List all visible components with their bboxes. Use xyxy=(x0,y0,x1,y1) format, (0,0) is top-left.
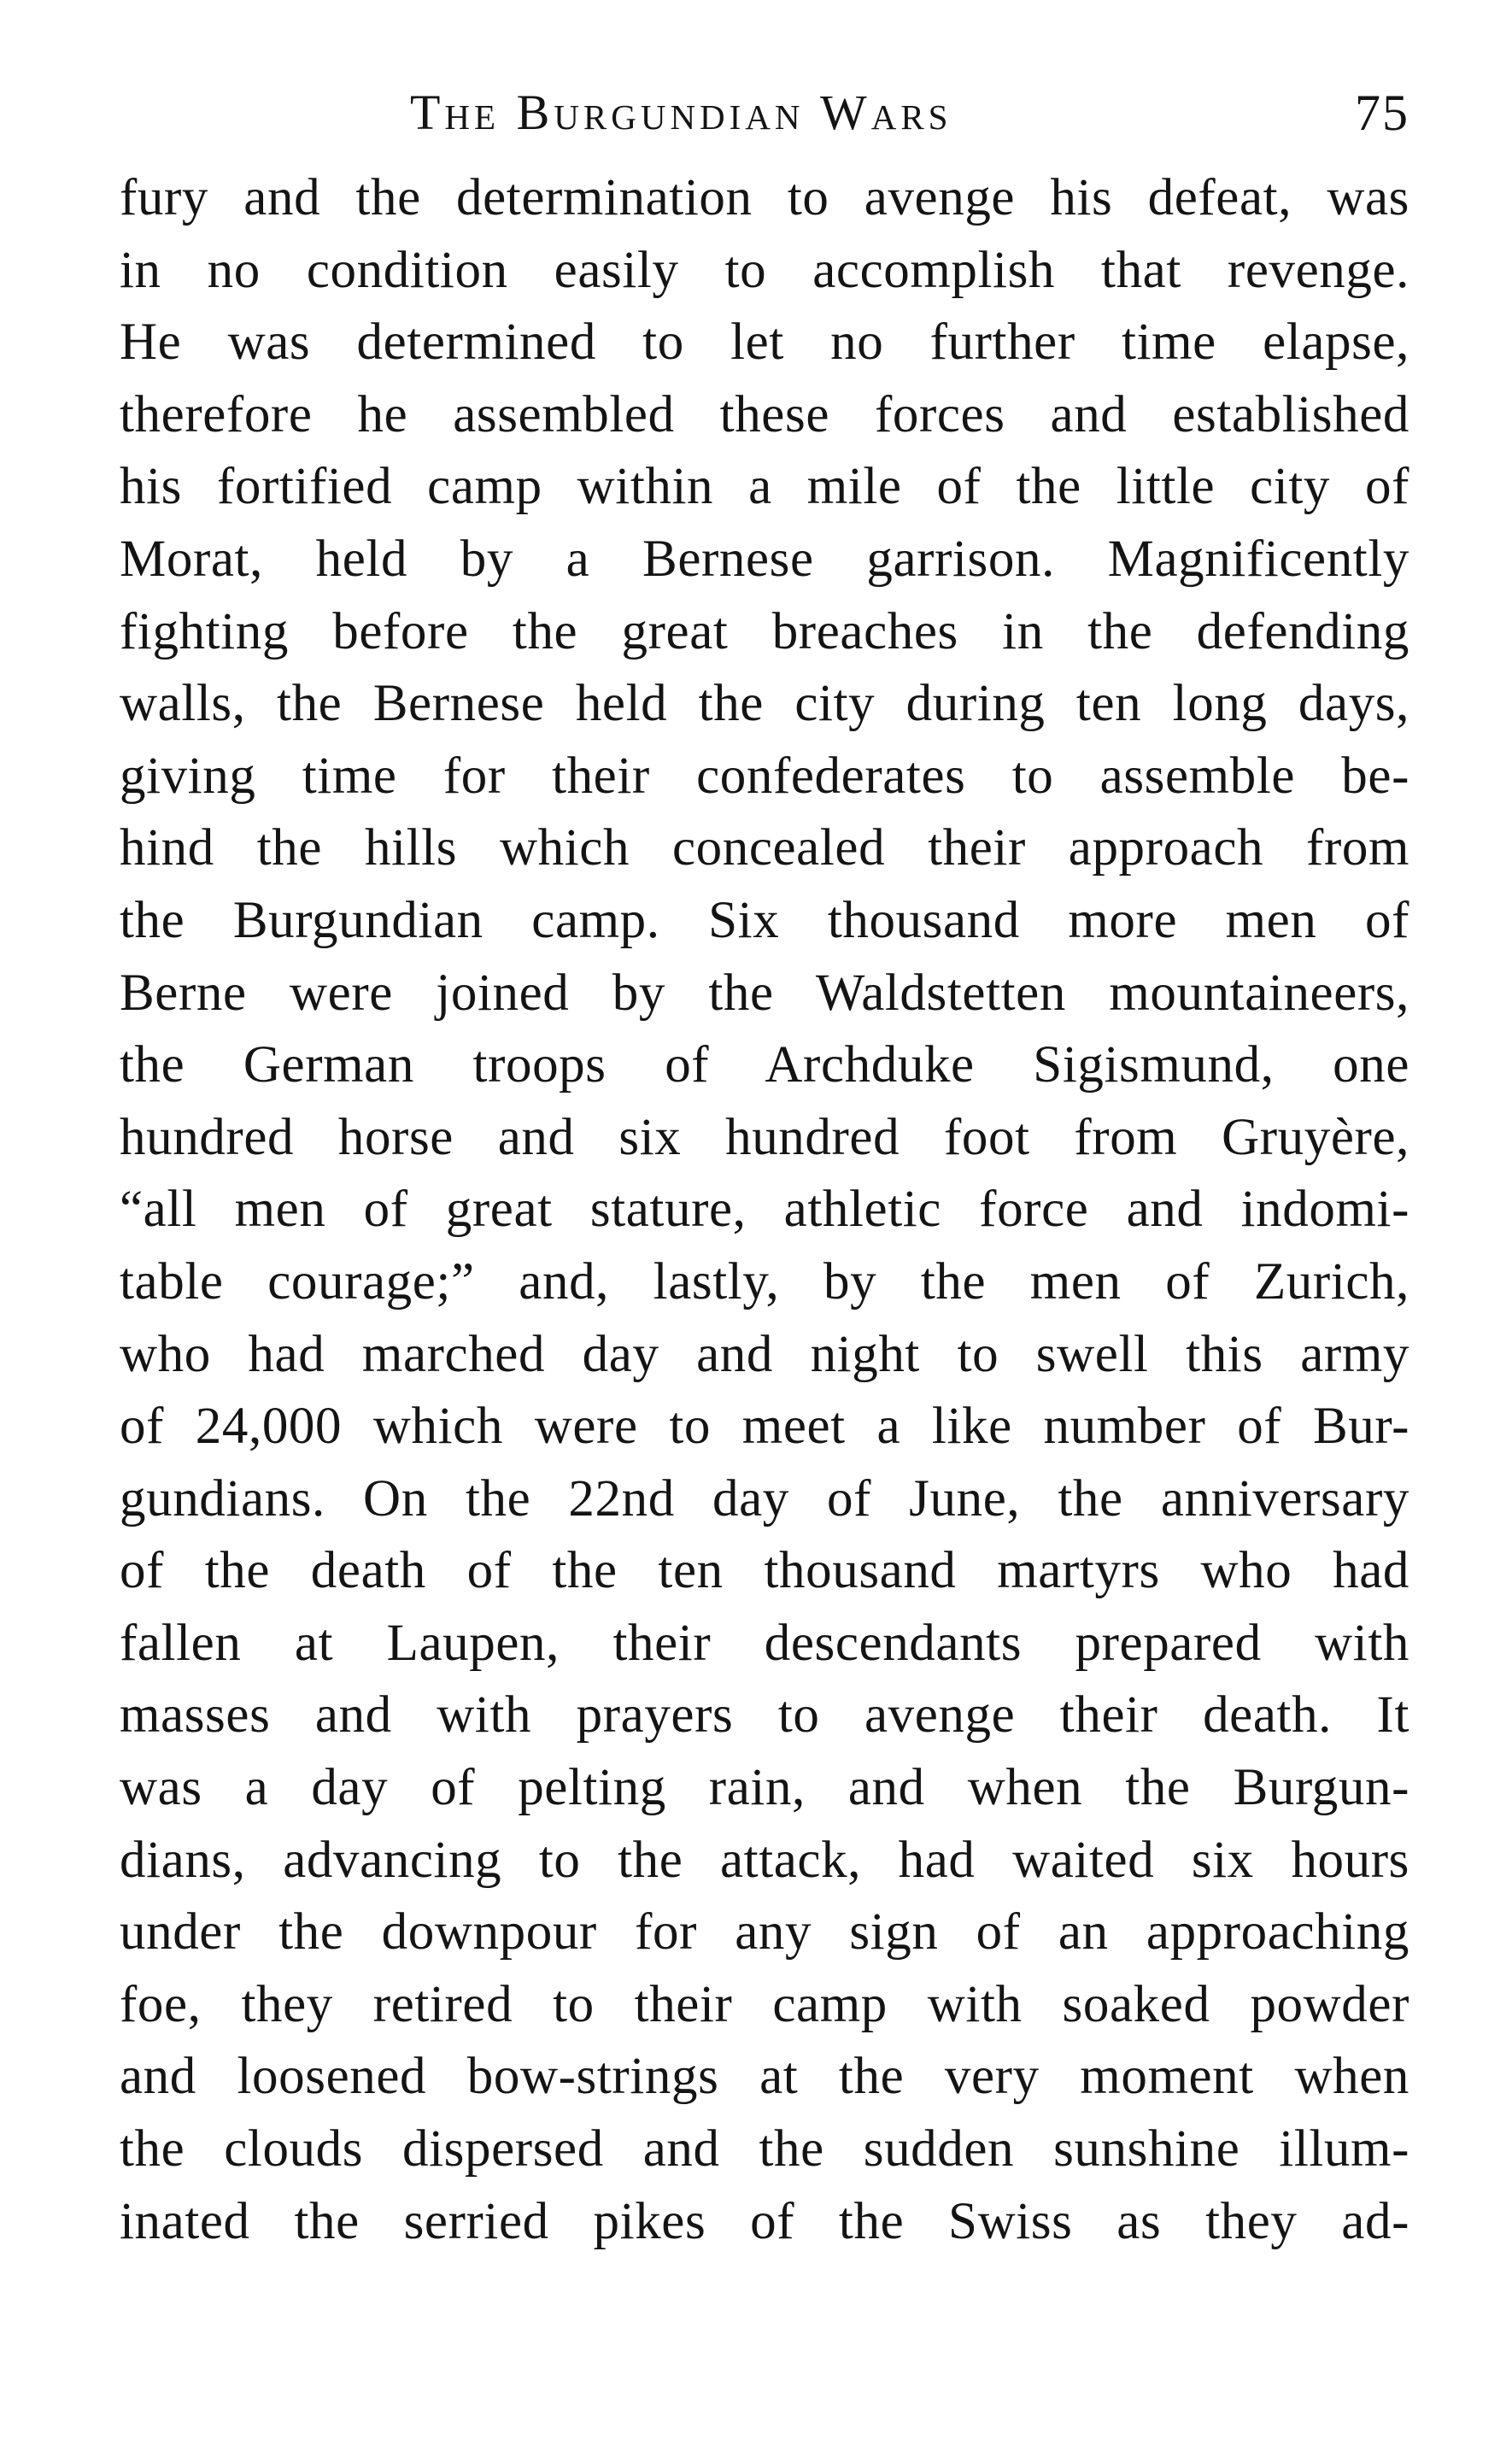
text-line: his fortified camp within a mile of the little city of xyxy=(120,458,1409,516)
text-line: giving time for their confederates to assemble be- xyxy=(120,747,1409,805)
text-line: Morat, held by a Bernese garrison. Magnificently xyxy=(120,530,1409,588)
running-head xyxy=(120,79,1409,147)
text-line: hundred horse and six hundred foot from Gruyère, xyxy=(120,1108,1409,1166)
text-line: gundians. On the 22nd day of June, the anniversary xyxy=(120,1469,1409,1527)
text-line: of the death of the ten thousand martyrs who had xyxy=(120,1542,1409,1600)
text-line: in no condition easily to accomplish that revenge. xyxy=(120,241,1409,299)
text-line: the German troops of Archduke Sigismund, one xyxy=(120,1036,1409,1094)
text-line: fighting before the great breaches in the defending xyxy=(120,602,1409,660)
text-line: the Burgundian camp. Six thousand more men of xyxy=(120,891,1409,949)
text-line: the clouds dispersed and the sudden sunshine illum- xyxy=(120,2120,1409,2178)
text-line: under the downpour for any sign of an approaching xyxy=(120,1903,1409,1961)
text-line: was a day of pelting rain, and when the Burgun- xyxy=(120,1759,1409,1817)
text-line: Berne were joined by the Waldstetten mountaineers, xyxy=(120,964,1409,1022)
text-line: inated the serried pikes of the Swiss as they ad- xyxy=(120,2192,1409,2250)
text-line: fury and the determination to avenge his defeat, was xyxy=(120,169,1409,226)
body-paragraph xyxy=(120,162,1409,2258)
running-title: The Burgundian Wars xyxy=(410,85,952,140)
page-number: 75 xyxy=(1355,85,1409,141)
text-line: and loosened bow-strings at the very moment when xyxy=(120,2048,1409,2106)
text-line: “all men of great stature, athletic force and indomi- xyxy=(120,1181,1409,1239)
text-line: therefore he assembled these forces and established xyxy=(120,385,1409,443)
text-line: masses and with prayers to avenge their death. It xyxy=(120,1686,1409,1744)
text-line: He was determined to let no further time elapse, xyxy=(120,314,1409,372)
text-line: who had marched day and night to swell this army xyxy=(120,1325,1409,1383)
text-line: of 24,000 which were to meet a like number of Bur- xyxy=(120,1398,1409,1456)
text-line: table courage;” and, lastly, by the men of Zurich, xyxy=(120,1252,1409,1310)
text-line: dians, advancing to the attack, had waited six hours xyxy=(120,1831,1409,1889)
text-line: walls, the Bernese held the city during ten long days, xyxy=(120,675,1409,733)
text-line: hind the hills which concealed their approach from xyxy=(120,819,1409,877)
text-line: fallen at Laupen, their descendants prepared with xyxy=(120,1614,1409,1672)
text-line: foe, they retired to their camp with soaked powder xyxy=(120,1975,1409,2033)
